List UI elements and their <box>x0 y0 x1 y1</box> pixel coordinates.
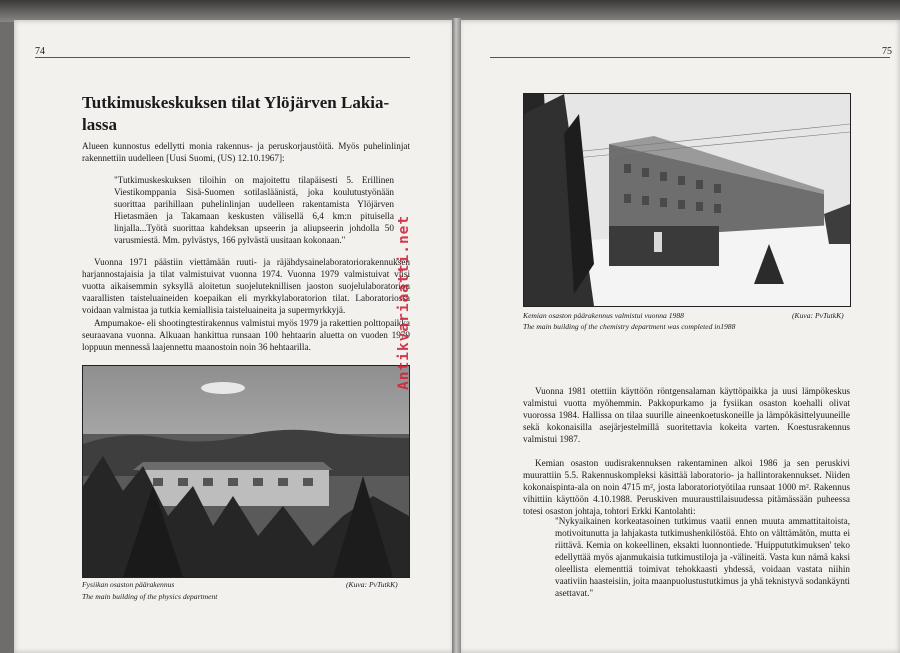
right-quote: "Nykyaikainen korkeatasoinen tutkimus vaatii ennen muuta ammattitaitoista, motivoitunutta ja lahjakasta tutkimushenkilöstöä. Ehto on välttämätön, mutta ei riittävä. Kemia on kokeellinen, eksakti luonnontiede. 'Huippututkimuksen' teko edellyttää myös ajanmukaisia tutkimustiloja ja -välineitä. Vasta kun nämä kaksi oleellista elementtiä toimivat tehokkaasti yhdessä, voidaan vastata niihin vaativiin haasteisiin, joita maanpuolustustutkimus ja yhä teknistyvä sodankäynti asettavat." <box>555 516 850 598</box>
page-number-left: 74 <box>35 46 45 57</box>
chemistry-photo-credit: (Kuva: PvTutkK) <box>792 311 844 320</box>
chemistry-building-photo <box>523 93 851 307</box>
section-heading: Tutkimuskeskuksen tilat Ylöjärven Lakia-lassa <box>82 93 390 134</box>
right-paragraph-1: Vuonna 1981 otettiin käyttöön röntgensalaman käyttöpaikka ja uusi lämpökeskus valmistui vuotta myöhemmin. Pakkopurkamo ja fysiikan osaston koehalli olivat vuorossa 1984. Hallissa on tilaa suurille aineenkoetuskoneille ja lämpökäsittelyuuneille sekä kokonaisilla asejärjestelmillä suoritettavia kokeita varten. Koestusrakennus valmistui 1987. <box>523 386 850 444</box>
book-gutter <box>452 18 461 653</box>
chemistry-caption-fi: Kemian osaston päärakennus valmistui vuonna 1988 <box>523 311 684 320</box>
antiquarian-stamp: Antikvariaatti.net <box>396 214 412 390</box>
physics-photo-credit: (Kuva: PvTutkK) <box>346 580 398 589</box>
page-number-right: 75 <box>882 46 892 57</box>
header-rule-left <box>35 57 410 58</box>
left-paragraph-1: Alueen kunnostus edellytti monia rakennus- ja peruskorjaustöitä. Myös puhelinlinjat rakennettiin uudelleen [Uusi Suomi, (US) 12.10.1967]: <box>82 141 410 163</box>
left-paragraph-2: Vuonna 1971 päästiin viettämään ruuti- ja räjähdysainelaboratoriorakennuksen harjannostajaisia ja tilat valmistuivat vuonna 1974. Vuonna 1979 valmistuivat viisi vuotta aikaisemmin syksyllä aloitetun suojeluteknillisen jaoston suojelulaboratorion vaarallisten taisteluaineiden koepaikan eli myrkkylaboratorion tilat. Laboratoriossa voidaan valmistaa ja tutkia kemiallisia taisteluaineita ja supermyrkkyjä. <box>82 257 410 315</box>
left-paragraph-3: Ampumakoe- eli shootingtestirakennus valmistui myös 1979 ja rakettien polttopaikka seuraavana vuonna. Alkuaan hankittua runsaan 100 hehtaarin aluetta on vuoden 1979 loppuun mennessä laajennettu maanostoin noin 36 hehtaarilla. <box>82 318 410 352</box>
physics-caption-en: The main building of the physics department <box>82 592 218 601</box>
physics-caption-fi: Fysiikan osaston päärakennus <box>82 580 175 589</box>
header-rule-right <box>490 57 890 58</box>
chemistry-caption-en: The main building of the chemistry department was completed in1988 <box>523 322 736 331</box>
left-quote: "Tutkimuskeskuksen tiloihin on majoitettu tilapäisesti 5. Erillinen Viestikomppania Sisä-Suomen sotilasläänistä, joka koulutustyönään suorittaa parihillaan puhelinlinjan uudelleen rakentamista Ylöjärven Hietasmäen ja Takamaan keskusten välisellä 6,4 km:n pituisella linjalla...Työtä suorittaa kahdeksan upseerin ja aliupseerin johdolla 50 varusmiestä. Mm. pylvästys, 166 pylvästä uusitaan kokonaan." <box>114 175 394 245</box>
top-shadow <box>0 0 900 22</box>
physics-building-photo <box>82 365 410 578</box>
right-paragraph-2: Kemian osaston uudisrakennuksen rakentaminen alkoi 1986 ja sen peruskivi muurattiin 5.5. Rakennuskompleksi käsittää laboratorio- ja hallintorakennukset. Niiden kokonaispinta-ala on noin 4715 m², josta laboratoriotyötilaa runsaat 1000 m². Rakennus vihittiin käyttöön 4.10.1988. Peruskiven muurausttilaisuudessa pitämässään puheessa totesi osaston johtaja, tohtori Erkki Kantolahti: <box>523 458 850 516</box>
